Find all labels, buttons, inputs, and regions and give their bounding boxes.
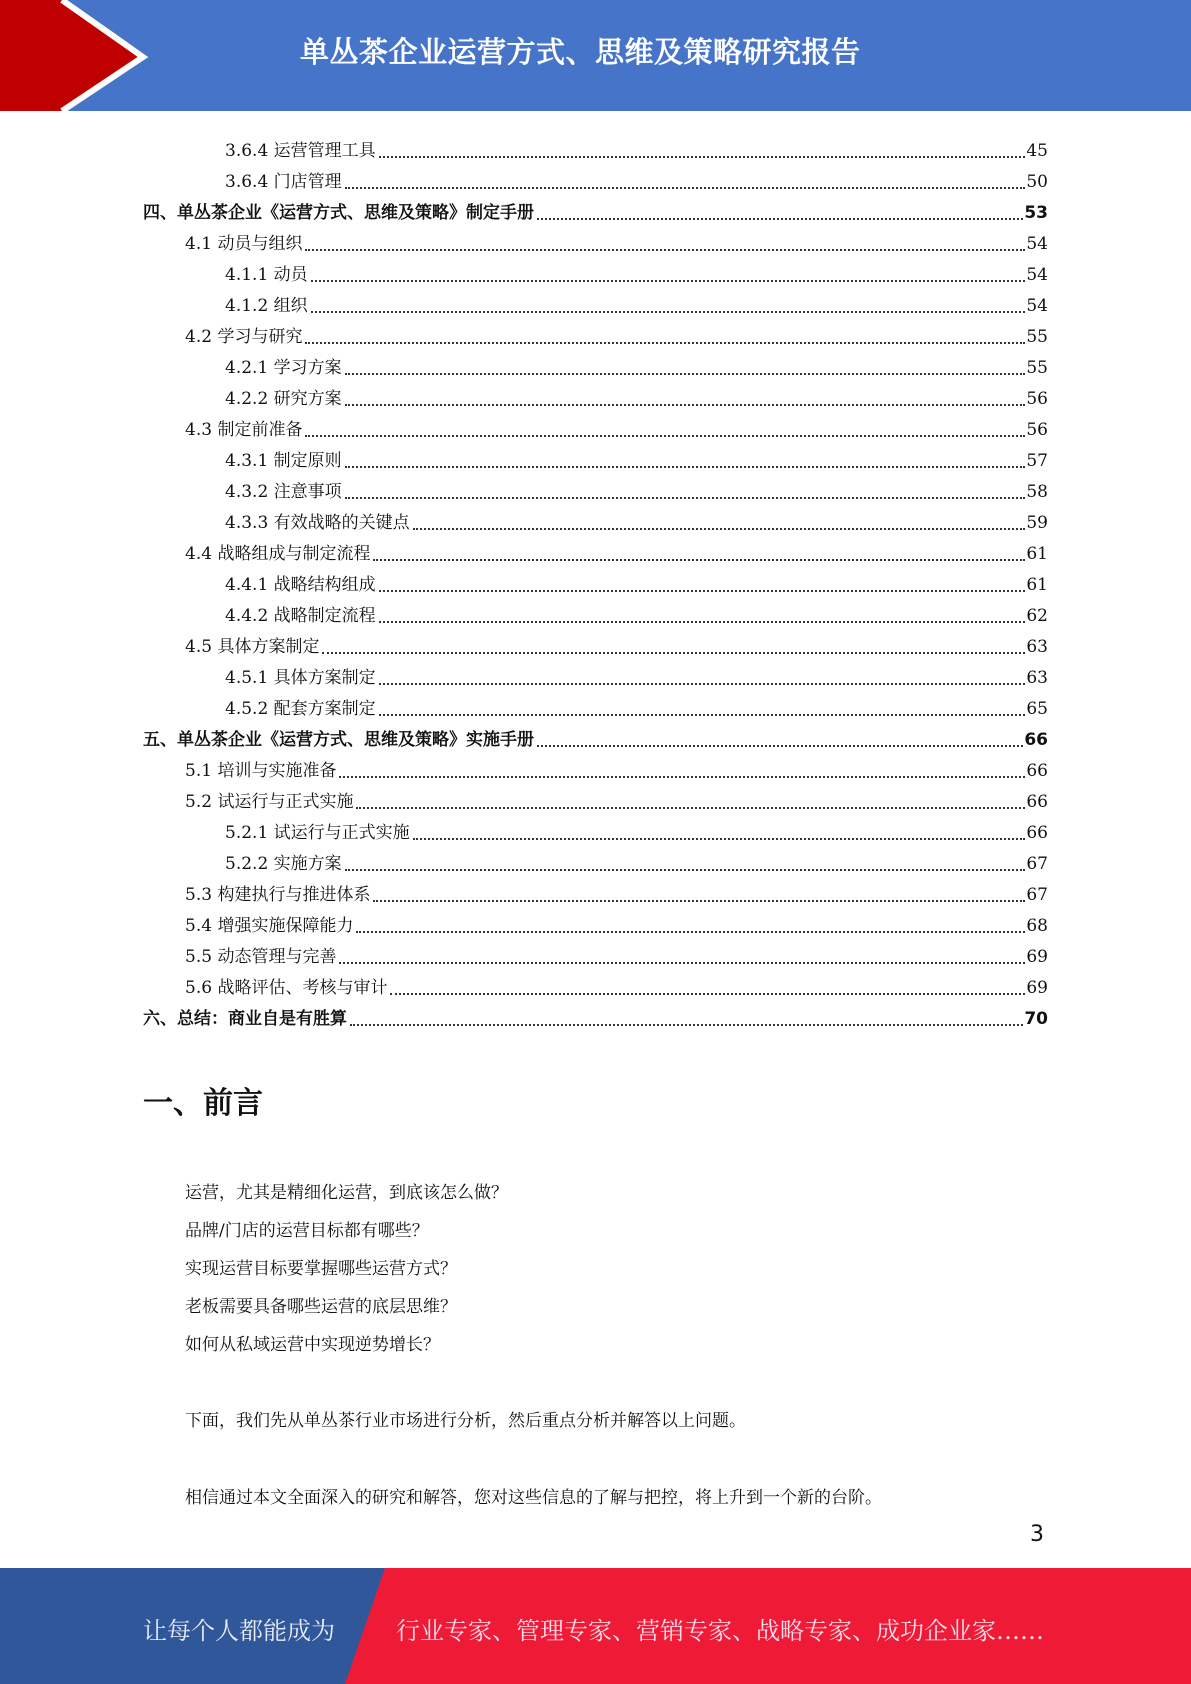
- toc-entry-label: 4.3.3 有效战略的关键点: [225, 513, 410, 533]
- toc-leader-dots: [537, 745, 1023, 747]
- toc-entry-label: 4.1.1 动员: [225, 265, 308, 285]
- header-arrow-icon: [0, 0, 160, 111]
- toc-entry[interactable]: [225, 595, 1048, 626]
- toc-page-number: 53: [1024, 203, 1048, 223]
- toc-entry-label: 五、单丛茶企业《运营方式、思维及策略》实施手册: [143, 730, 534, 750]
- toc-entry[interactable]: [185, 750, 1048, 781]
- footer-slogan-right: 行业专家、管理专家、营销专家、战略专家、成功企业家……: [396, 1617, 1044, 1645]
- toc-entry-label: 四、单丛茶企业《运营方式、思维及策略》制定手册: [143, 203, 534, 223]
- toc-leader-dots: [390, 993, 1025, 995]
- toc-entry[interactable]: [225, 657, 1048, 688]
- toc-leader-dots: [345, 466, 1026, 468]
- paragraph: 下面，我们先从单丛茶行业市场进行分析，然后重点分析并解答以上问题。: [185, 1411, 746, 1431]
- toc-entry[interactable]: [185, 936, 1048, 967]
- paragraph: 相信通过本文全面深入的研究和解答，您对这些信息的了解与把控，将上升到一个新的台阶。: [185, 1488, 882, 1508]
- toc-page-number: 54: [1026, 296, 1048, 316]
- toc-page-number: 56: [1026, 420, 1048, 440]
- toc-entry-label: 3.6.4 门店管理: [225, 172, 342, 192]
- toc-entry-label: 4.5.1 具体方案制定: [225, 668, 376, 688]
- toc-entry[interactable]: [225, 161, 1048, 192]
- toc-entry[interactable]: [185, 905, 1048, 936]
- toc-page-number: 55: [1026, 358, 1048, 378]
- footer-slogan-left: 让每个人都能成为: [143, 1617, 335, 1645]
- toc-entry[interactable]: [143, 192, 1048, 223]
- toc-entry-label: 六、总结：商业自是有胜算: [143, 1009, 347, 1029]
- toc-page-number: 66: [1026, 761, 1048, 781]
- toc-page-number: 65: [1026, 699, 1048, 719]
- toc-leader-dots: [305, 435, 1025, 437]
- toc-entry-label: 4.4.1 战略结构组成: [225, 575, 376, 595]
- toc-leader-dots: [379, 714, 1026, 716]
- question: 如何从私域运营中实现逆势增长？: [185, 1335, 440, 1355]
- toc-entry-label: 4.2 学习与研究: [185, 327, 303, 347]
- toc-leader-dots: [379, 590, 1026, 592]
- toc-entry-label: 5.6 战略评估、考核与审计: [185, 978, 388, 998]
- toc-entry-label: 5.4 增强实施保障能力: [185, 916, 354, 936]
- toc-entry[interactable]: [185, 967, 1048, 998]
- toc-entry[interactable]: [185, 223, 1048, 254]
- toc-page-number: 50: [1026, 172, 1048, 192]
- toc-entry-label: 5.2 试运行与正式实施: [185, 792, 354, 812]
- toc-page-number: 66: [1026, 792, 1048, 812]
- toc-page-number: 56: [1026, 389, 1048, 409]
- toc-entry[interactable]: [225, 378, 1048, 409]
- toc-entry-label: 4.2.1 学习方案: [225, 358, 342, 378]
- toc-leader-dots: [339, 776, 1025, 778]
- toc-entry[interactable]: [225, 843, 1048, 874]
- toc-entry-label: 4.1.2 组织: [225, 296, 308, 316]
- toc-entry-label: 5.2.1 试运行与正式实施: [225, 823, 410, 843]
- toc-entry-label: 4.4 战略组成与制定流程: [185, 544, 371, 564]
- toc-entry[interactable]: [185, 316, 1048, 347]
- page-header: [0, 0, 1191, 111]
- toc-entry[interactable]: [185, 626, 1048, 657]
- toc-page-number: 66: [1024, 730, 1048, 750]
- toc-page-number: 55: [1026, 327, 1048, 347]
- toc-page-number: 63: [1026, 637, 1048, 657]
- toc-leader-dots: [339, 962, 1025, 964]
- toc-leader-dots: [345, 187, 1026, 189]
- toc-entry[interactable]: [225, 347, 1048, 378]
- toc-leader-dots: [311, 280, 1026, 282]
- toc-leader-dots: [345, 869, 1026, 871]
- toc-leader-dots: [356, 931, 1025, 933]
- toc-entry-label: 4.3.1 制定原则: [225, 451, 342, 471]
- toc-entry-label: 3.6.4 运营管理工具: [225, 141, 376, 161]
- toc-page-number: 62: [1026, 606, 1048, 626]
- toc-entry[interactable]: [143, 719, 1048, 750]
- toc-entry[interactable]: [225, 440, 1048, 471]
- toc-entry-label: 4.3 制定前准备: [185, 420, 303, 440]
- toc-page-number: 61: [1026, 544, 1048, 564]
- header-title: 单丛茶企业运营方式、思维及策略研究报告: [300, 35, 861, 69]
- toc-entry-label: 5.3 构建执行与推进体系: [185, 885, 371, 905]
- toc-leader-dots: [413, 528, 1026, 530]
- toc-entry[interactable]: [225, 285, 1048, 316]
- toc-leader-dots: [305, 249, 1025, 251]
- toc-page-number: 69: [1026, 978, 1048, 998]
- toc-leader-dots: [311, 311, 1026, 313]
- question: 品牌/门店的运营目标都有哪些？: [185, 1221, 429, 1241]
- toc-page-number: 67: [1026, 885, 1048, 905]
- toc-page-number: 54: [1026, 234, 1048, 254]
- toc-entry-label: 4.5.2 配套方案制定: [225, 699, 376, 719]
- toc-page-number: 54: [1026, 265, 1048, 285]
- toc-leader-dots: [350, 1024, 1023, 1026]
- toc-leader-dots: [356, 807, 1025, 809]
- toc-leader-dots: [373, 559, 1025, 561]
- toc-leader-dots: [345, 497, 1026, 499]
- toc-entry[interactable]: [225, 688, 1048, 719]
- toc-entry-label: 4.1 动员与组织: [185, 234, 303, 254]
- toc-entry[interactable]: [185, 874, 1048, 905]
- question: 实现运营目标要掌握哪些运营方式？: [185, 1259, 457, 1279]
- question: 运营，尤其是精细化运营，到底该怎么做？: [185, 1183, 508, 1203]
- toc-entry-label: 4.2.2 研究方案: [225, 389, 342, 409]
- toc-entry[interactable]: [225, 812, 1048, 843]
- page-number: 3: [1030, 1522, 1044, 1547]
- toc-entry-label: 4.5 具体方案制定: [185, 637, 320, 657]
- toc-page-number: 58: [1026, 482, 1048, 502]
- page-footer: [0, 1568, 1191, 1684]
- toc-entry[interactable]: [225, 502, 1048, 533]
- toc-entry[interactable]: [225, 130, 1048, 161]
- toc-leader-dots: [322, 652, 1025, 654]
- toc-entry[interactable]: [185, 409, 1048, 440]
- toc-page-number: 66: [1026, 823, 1048, 843]
- toc-entry-label: 5.2.2 实施方案: [225, 854, 342, 874]
- toc-page-number: 63: [1026, 668, 1048, 688]
- toc-page-number: 68: [1026, 916, 1048, 936]
- toc-entry[interactable]: [185, 781, 1048, 812]
- toc-page-number: 69: [1026, 947, 1048, 967]
- toc-entry[interactable]: [225, 254, 1048, 285]
- toc-leader-dots: [373, 900, 1025, 902]
- toc-entry[interactable]: [225, 564, 1048, 595]
- toc-entry[interactable]: [185, 533, 1048, 564]
- toc-page-number: 45: [1026, 141, 1048, 161]
- toc-leader-dots: [537, 218, 1023, 220]
- toc-entry-label: 4.3.2 注意事项: [225, 482, 342, 502]
- toc-leader-dots: [305, 342, 1025, 344]
- section-heading: 一、前言: [143, 1086, 263, 1121]
- toc-leader-dots: [379, 683, 1026, 685]
- toc-entry[interactable]: [143, 998, 1048, 1029]
- toc-page-number: 70: [1024, 1009, 1048, 1029]
- toc-leader-dots: [345, 404, 1026, 406]
- question: 老板需要具备哪些运营的底层思维？: [185, 1297, 457, 1317]
- toc-entry-label: 4.4.2 战略制定流程: [225, 606, 376, 626]
- toc-leader-dots: [379, 156, 1026, 158]
- toc-leader-dots: [345, 373, 1026, 375]
- toc-leader-dots: [413, 838, 1026, 840]
- toc-page-number: 61: [1026, 575, 1048, 595]
- toc-page-number: 67: [1026, 854, 1048, 874]
- toc-entry-label: 5.1 培训与实施准备: [185, 761, 337, 781]
- toc-entry[interactable]: [225, 471, 1048, 502]
- toc-entry-label: 5.5 动态管理与完善: [185, 947, 337, 967]
- toc-page-number: 57: [1026, 451, 1048, 471]
- toc-page-number: 59: [1026, 513, 1048, 533]
- toc-leader-dots: [379, 621, 1026, 623]
